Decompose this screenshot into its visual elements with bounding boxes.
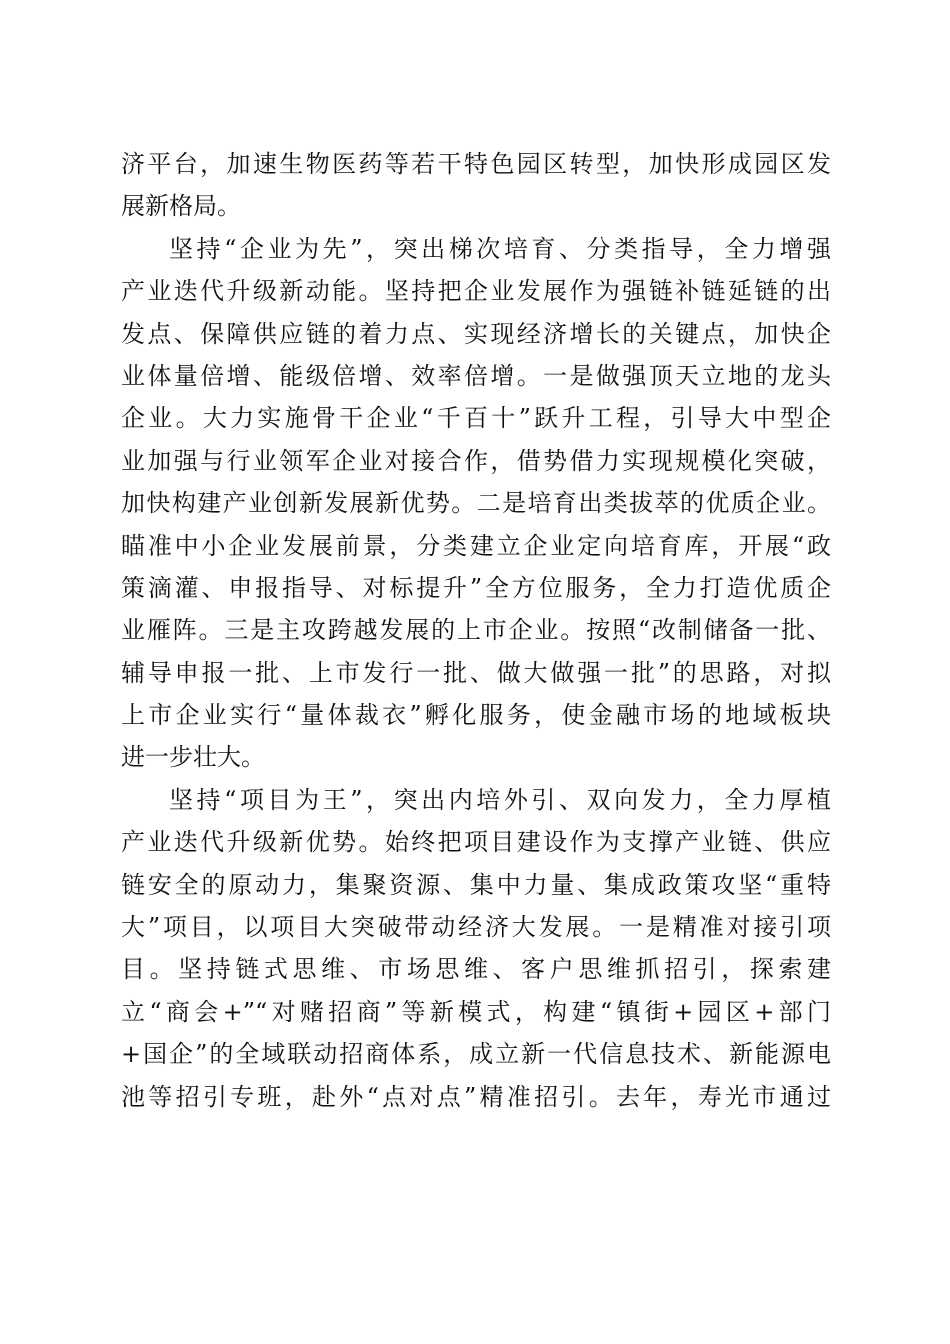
text-line: 瞄准中小企业发展前景，分类建立企业定向培育库，开展“政 [121,531,831,560]
text-line: 辅导申报一批、上市发行一批、做大做强一批”的思路，对拟 [121,658,831,687]
text-line: 展新格局。 [121,192,241,221]
text-line: 池等招引专班，赴外“点对点”精准招引。去年，寿光市通过 [121,1082,831,1111]
text-line: 产业迭代升级新动能。坚持把企业发展作为强链补链延链的出 [121,277,831,306]
text-line: 业雁阵。三是主攻跨越发展的上市企业。按照“改制储备一批、 [121,616,831,645]
text-line: 大”项目，以项目大突破带动经济大发展。一是精准对接引项 [121,913,831,942]
text-line: 产业迭代升级新优势。始终把项目建设作为支撑产业链、供应 [121,828,831,857]
paragraph-first-line: 坚持“企业为先”，突出梯次培育、分类指导，全力增强 [169,234,831,263]
text-line: +国企”的全域联动招商体系，成立新一代信息技术、新能源电 [121,1040,831,1069]
text-line: 企业。大力实施骨干企业“千百十”跃升工程，引导大中型企 [121,404,831,433]
paragraph-first-line: 坚持“项目为王”，突出内培外引、双向发力，全力厚植 [169,785,831,814]
body-text [121,143,831,1118]
text-line: 业加强与行业领军企业对接合作，借势借力实现规模化突破， [121,446,831,475]
text-line: 上市企业实行“量体裁衣”孵化服务，使金融市场的地域板块 [121,701,831,730]
text-line: 加快构建产业创新发展新优势。二是培育出类拔萃的优质企业。 [121,489,831,518]
text-line: 目。坚持链式思维、市场思维、客户思维抓招引，探索建 [121,955,831,984]
text-line: 发点、保障供应链的着力点、实现经济增长的关键点，加快企 [121,319,831,348]
text-line: 立“商会+”“对赌招商”等新模式，构建“镇街+园区+部门 [121,997,831,1026]
text-line: 链安全的原动力，集聚资源、集中力量、集成政策攻坚“重特 [121,870,831,899]
text-line: 业体量倍增、能级倍增、效率倍增。一是做强顶天立地的龙头 [121,361,831,390]
text-line: 进一步壮大。 [121,743,265,772]
text-line: 济平台，加速生物医药等若干特色园区转型，加快形成园区发 [121,150,831,178]
text-line: 策滴灌、申报指导、对标提升”全方位服务，全力打造优质企 [121,573,831,602]
